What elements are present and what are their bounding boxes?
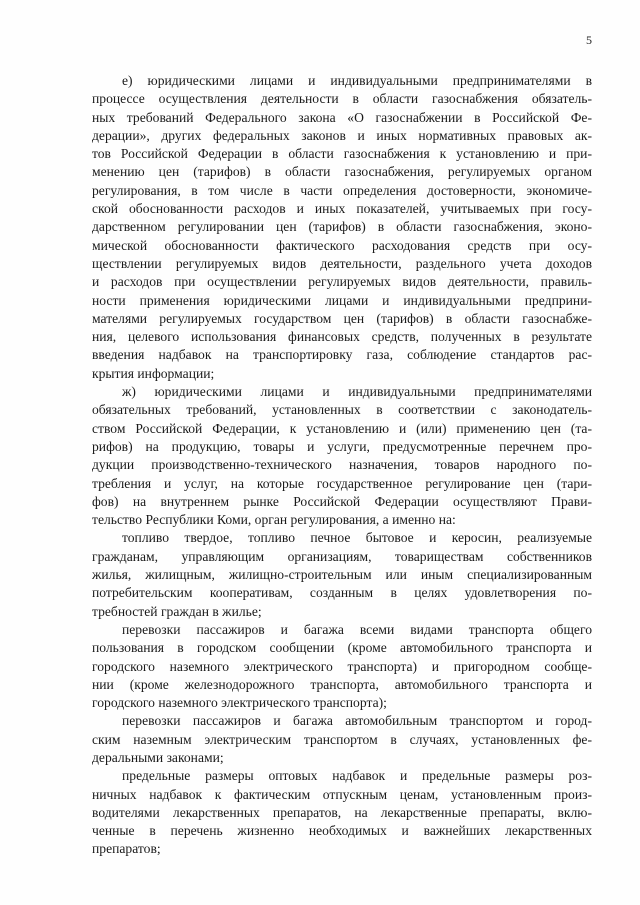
text-line: ния, целевого использования финансовых средств, полученных в результате: [92, 329, 592, 345]
text-line: дукции производственно-технического назначения, товаров народного по-: [92, 457, 592, 473]
text-line: ж) юридическими лицами и индивидуальными предпринимателями: [122, 384, 592, 400]
text-line: городского наземного электрического транспорта);: [92, 695, 387, 711]
text-line: ществлении регулируемых видов деятельности, раздельного учета доходов: [92, 255, 592, 271]
paragraph: [92, 529, 592, 620]
text-line: перевозки пассажиров и багажа всеми видами транспорта общего: [122, 621, 592, 637]
text-line: водителями лекарственных препаратов, на лекарственные препараты, вклю-: [92, 804, 592, 820]
text-line: обязательных требований, установленных в соответствии с законодатель-: [92, 402, 592, 418]
text-line: перевозки пассажиров и багажа автомобильным транспортом и город-: [122, 713, 592, 729]
text-line: топливо твердое, топливо печное бытовое и керосин, реализуемые: [122, 530, 592, 546]
text-line: крытия информации;: [92, 365, 215, 381]
text-line: предельные размеры оптовых надбавок и предельные размеры роз-: [122, 768, 592, 784]
text-line: и расходов при осуществлении регулируемых видов деятельности, правиль-: [92, 274, 592, 290]
text-line: требностей граждан в жилье;: [92, 603, 262, 619]
text-line: фов) на внутреннем рынке Российской Федерации осуществляют Прави-: [92, 493, 592, 509]
paragraph: [92, 72, 592, 383]
text-line: пользования в городском сообщении (кроме автомобильного транспорта и: [92, 640, 592, 656]
text-line: регулирования, в том числе в части определения достоверности, экономиче-: [92, 182, 592, 198]
text-line: рифов) на продукцию, товары и услуги, предусмотренные перечнем про-: [92, 438, 592, 454]
text-line: ничных надбавок к фактическим отпускным ценам, установленным произ-: [92, 786, 592, 802]
paragraph: [92, 383, 592, 529]
text-line: менению цен (тарифов) в области газоснабжения, регулируемых органом: [92, 164, 592, 180]
text-line: е) юридическими лицами и индивидуальными предпринимателями в: [122, 73, 592, 88]
paragraph: [92, 712, 592, 767]
text-line: ности применения юридическими лицами и индивидуальными предприни-: [92, 292, 592, 308]
text-line: нии (кроме железнодорожного транспорта, автомобильного транспорта и: [92, 676, 592, 692]
page-number: 5: [586, 33, 592, 47]
text-line: требления и услуг, на которые государственное регулирование цен (тари-: [92, 475, 592, 491]
text-line: тельство Республики Коми, орган регулирования, а именно на:: [92, 512, 456, 528]
text-line: введения надбавок на транспортировку газа, соблюдение стандартов рас-: [92, 347, 592, 363]
text-line: препаратов;: [92, 841, 161, 857]
text-line: мателями регулируемых государством цен (тарифов) в области газоснабже-: [92, 310, 592, 326]
text-line: потребительским кооперативам, созданным в целях удовлетворения по-: [92, 585, 592, 601]
text-line: городского наземного электрического транспорта) и пригородном сообще-: [92, 658, 592, 674]
paragraph: [92, 767, 592, 858]
text-line: тов Российской Федерации в области газоснабжения к установлению и при-: [92, 146, 592, 162]
paragraph: [92, 621, 592, 712]
text-line: ским наземным электрическим транспортом в случаях, установленных фе-: [92, 731, 592, 747]
text-line: гражданам, управляющим организациям, товариществам собственников: [92, 548, 592, 564]
text-line: ных требований Федерального закона «О газоснабжении в Российской Фе-: [92, 109, 592, 125]
text-line: дарственном регулировании цен (тарифов) в области газоснабжения, эконо-: [92, 219, 592, 235]
text-line: процессе осуществления деятельности в области газоснабжения обязатель-: [92, 91, 592, 107]
text-line: мической обоснованности фактического расходования средств при осу-: [92, 237, 592, 253]
text-line: дерации», других федеральных законов и иных нормативных правовых ак-: [92, 127, 592, 143]
document-body: [92, 72, 592, 859]
text-line: ством Российской Федерации, к установлению и (или) применению цен (та-: [92, 420, 592, 436]
text-line: деральными законами;: [92, 749, 224, 765]
text-line: ченные в перечень жизненно необходимых и важнейших лекарственных: [92, 823, 592, 839]
text-line: ской обоснованности расходов и иных показателей, учитываемых при госу-: [92, 201, 592, 217]
text-line: жилья, жилищным, жилищно-строительным или иным специализированным: [92, 567, 592, 583]
